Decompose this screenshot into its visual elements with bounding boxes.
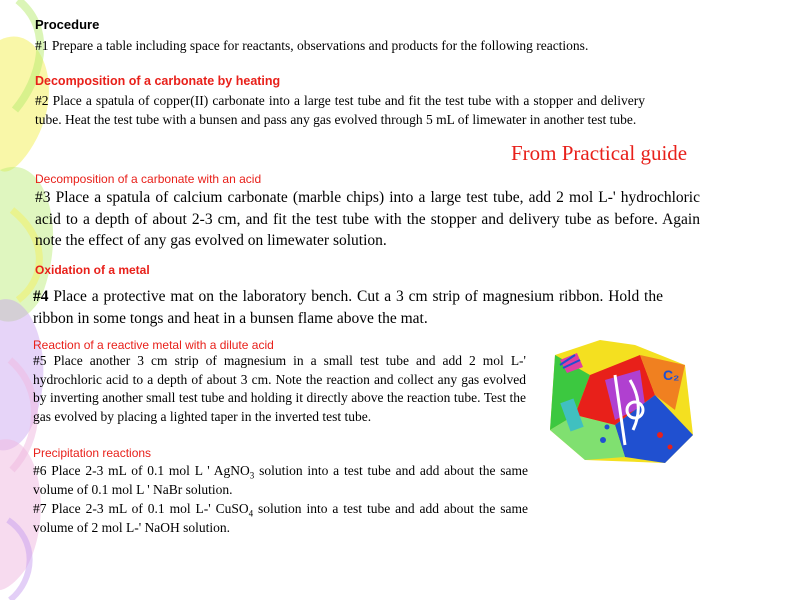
step-4-text: [33, 286, 663, 329]
step-5-text: #5 Place another 3 cm strip of magnesium in a small test tube and add 2 mol L-' hydrochloric acid to a depth of about 3 cm. Note the reaction and collect any gas evolved by inverting another small test tube and holding it directly above the reaction tube. Test the gas evolved by placing a lighted taper in the inverted test tube.: [33, 353, 526, 424]
oxidation-metal-heading: Oxidation of a metal: [35, 263, 150, 277]
step-7-part-a: #7 Place 2-3 mL of 0.1 mol L-' CuSO: [33, 501, 249, 516]
step-2-text: #2 Place a spatula of copper(II) carbonate into a large test tube and fit the test tube with a stopper and delivery tube. Heat the test tube with a bunsen and pass any gas evolved through 5 mL of limewater in another test tube.: [35, 93, 645, 127]
step-6-text: [33, 462, 528, 499]
step-7-part-b: solution into a test tube and add about the same volume of 2 mol L-' NaOH solution.: [33, 501, 528, 535]
step-7-subscript: 4: [248, 508, 254, 519]
step-6-part-a: #6 Place 2-3 mL of 0.1 mol L ' AgNO: [33, 463, 250, 478]
step-7-text: [33, 500, 528, 537]
decomposition-heating-heading: Decomposition of a carbonate by heating: [35, 74, 281, 88]
step-4-number: #4: [33, 288, 49, 305]
step-3-text: #3 Place a spatula of calcium carbonate (marble chips) into a large test tube, add 2 mol L-' hydrochloric acid to a depth of about 2-3 cm, and fit the test tube with the stopper and delivery tube as before. Again note the effect of any gas evolved on limewater solution.: [35, 189, 700, 249]
clipart-label: C₂: [663, 367, 680, 383]
step-4-body: Place a protective mat on the laboratory bench. Cut a 3 cm strip of magnesium ribbon. Hold the ribbon in some tongs and heat in a bunsen flame above the mat.: [33, 288, 663, 327]
chemistry-clipart-icon: [545, 335, 695, 465]
step-6-subscript: 3: [249, 470, 255, 481]
reactive-metal-heading: Reaction of a reactive metal with a dilute acid: [33, 338, 274, 352]
step-6-part-b: solution into a test tube and add about the same volume of 0.1 mol L ' NaBr solution.: [33, 463, 528, 497]
step-1-text: #1 Prepare a table including space for reactants, observations and products for the following reactions.: [35, 38, 589, 53]
procedure-heading: Procedure: [35, 17, 100, 32]
decomposition-acid-heading: Decomposition of a carbonate with an acid: [35, 172, 262, 186]
source-note: From Practical guide: [511, 141, 688, 165]
precipitation-heading: Precipitation reactions: [33, 446, 152, 460]
